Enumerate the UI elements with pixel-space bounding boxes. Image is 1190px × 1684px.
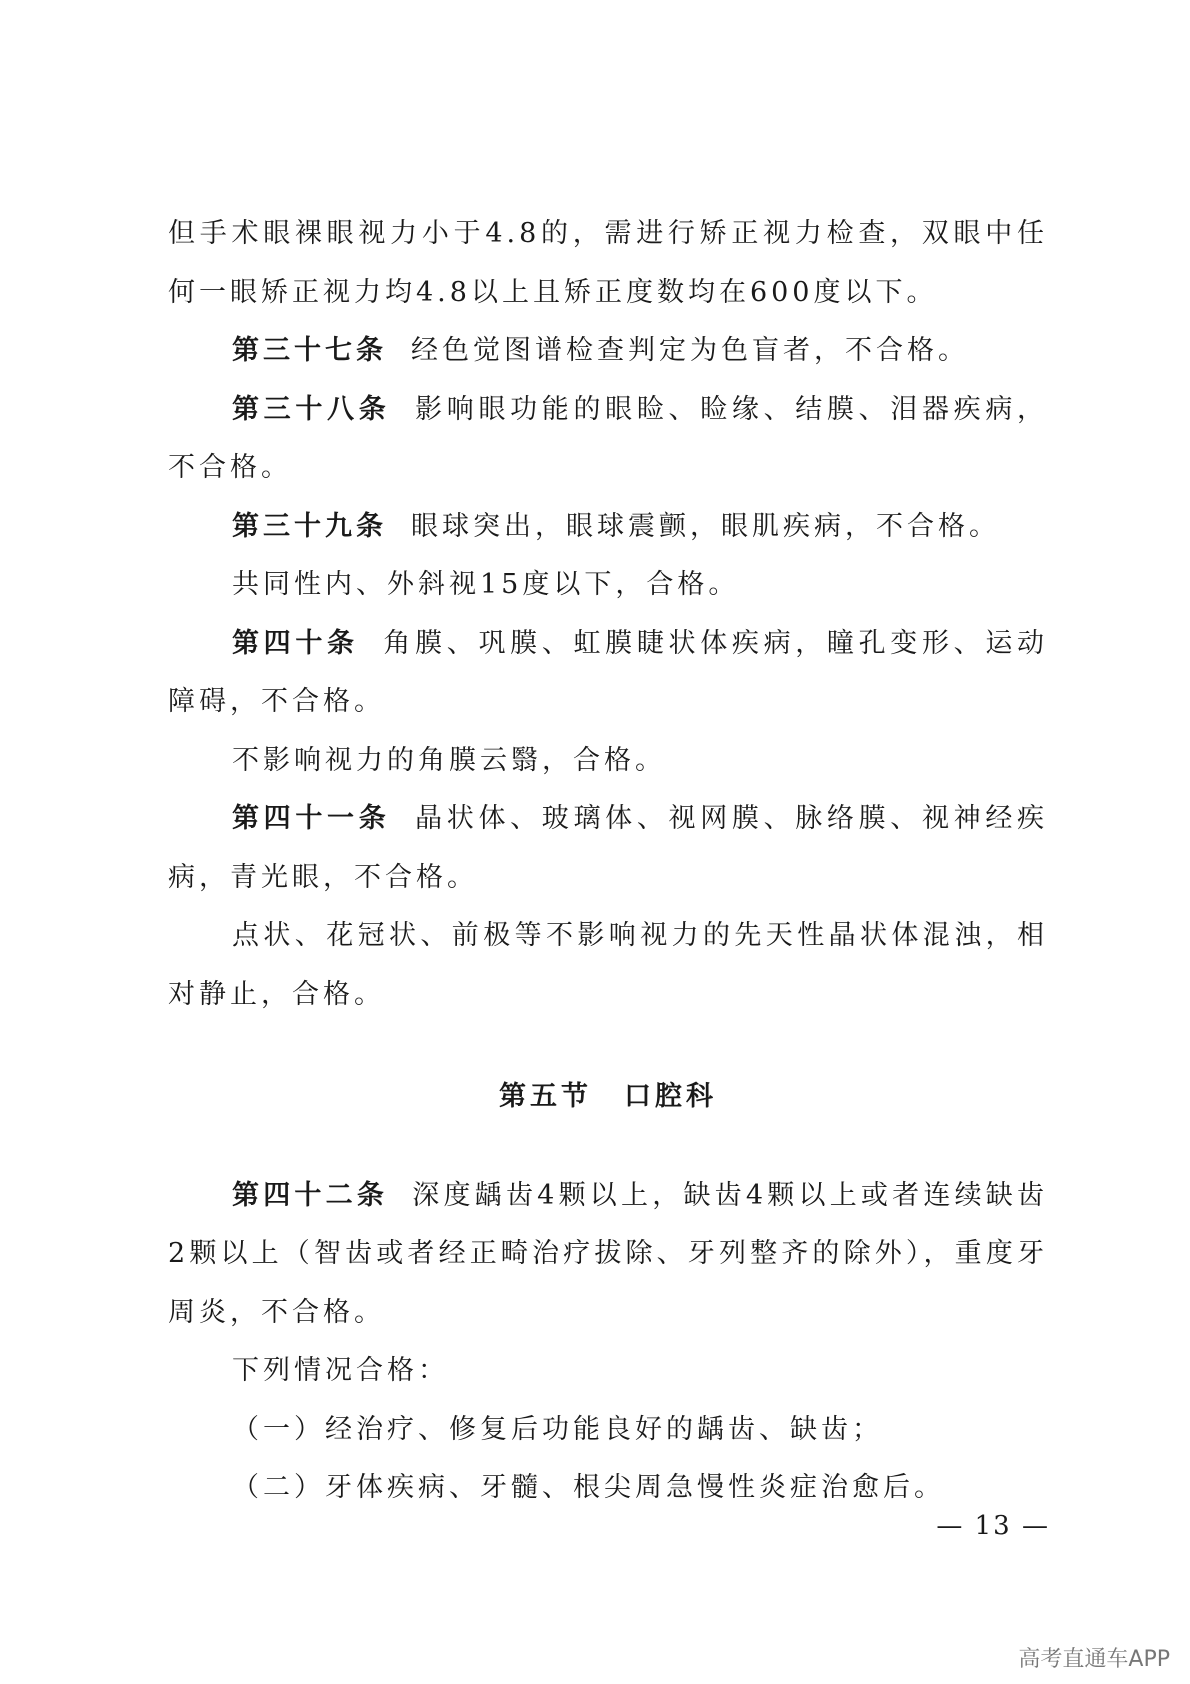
- article-37: [168, 322, 1048, 381]
- article-38: [168, 381, 1048, 498]
- paragraph-text: （二）牙体疾病、牙髓、根尖周急慢性炎症治愈后。: [232, 1472, 945, 1503]
- paragraph-text: 下列情况合格：: [232, 1355, 449, 1386]
- paragraph-text: 晶状体、玻璃体、视网膜、脉络膜、视神经疾病，青光眼，不合格。: [168, 803, 1049, 893]
- paragraph-text: 但手术眼裸眼视力小于4.8的，需进行矫正视力检查，双眼中任何一眼矫正视力均4.8以上且矫正度数均在600度以下。: [168, 218, 1048, 308]
- paragraph-text: 点状、花冠状、前极等不影响视力的先天性晶状体混浊，相对静止，合格。: [168, 920, 1048, 1010]
- paragraph: [168, 556, 1048, 615]
- article-number: 第四十一条: [232, 803, 391, 834]
- paragraph-text: 共同性内、外斜视15度以下，合格。: [232, 569, 740, 600]
- article-40: [168, 615, 1048, 732]
- article-number: 第三十九条: [232, 510, 387, 542]
- paragraph: [168, 732, 1048, 791]
- paragraph-text: 眼球突出，眼球震颤，眼肌疾病，不合格。: [411, 510, 1000, 542]
- watermark: 高考直通车APP: [1018, 1647, 1170, 1672]
- paragraph: [168, 1342, 1048, 1401]
- page-number: — 13 —: [936, 1511, 1050, 1541]
- article-41: [168, 790, 1048, 907]
- paragraph-text: （一）经治疗、修复后功能良好的龋齿、缺齿；: [232, 1413, 883, 1445]
- paragraph-text: 角膜、巩膜、虹膜睫状体疾病，瞳孔变形、运动障碍，不合格。: [168, 627, 1049, 717]
- paragraph-text: 深度龋齿4颗以上，缺齿4颗以上或者连续缺齿2颗以上（智齿或者经正畸治疗拔除、牙列整齐的除外），重度牙周炎，不合格。: [168, 1179, 1049, 1328]
- article-number: 第三十八条: [232, 393, 391, 425]
- article-39: [168, 498, 1048, 557]
- section-name: 口腔科: [624, 1081, 717, 1112]
- article-number: 第四十条: [232, 627, 359, 659]
- article-42: [168, 1167, 1048, 1343]
- document-body: [168, 205, 1048, 1518]
- paragraph: [168, 907, 1048, 1024]
- paragraph-text: 影响眼功能的眼睑、睑缘、结膜、泪器疾病，不合格。: [168, 393, 1049, 483]
- article-number: 第四十二条: [232, 1179, 389, 1211]
- paragraph-text: 不影响视力的角膜云翳，合格。: [232, 744, 666, 776]
- section-heading: [168, 1068, 1048, 1127]
- list-item: [168, 1459, 1048, 1518]
- article-number: 第三十七条: [232, 335, 387, 366]
- paragraph-text: 经色觉图谱检查判定为色盲者，不合格。: [411, 335, 969, 366]
- section-number: 第五节: [499, 1081, 592, 1112]
- paragraph-continuation: [168, 205, 1048, 322]
- list-item: [168, 1401, 1048, 1460]
